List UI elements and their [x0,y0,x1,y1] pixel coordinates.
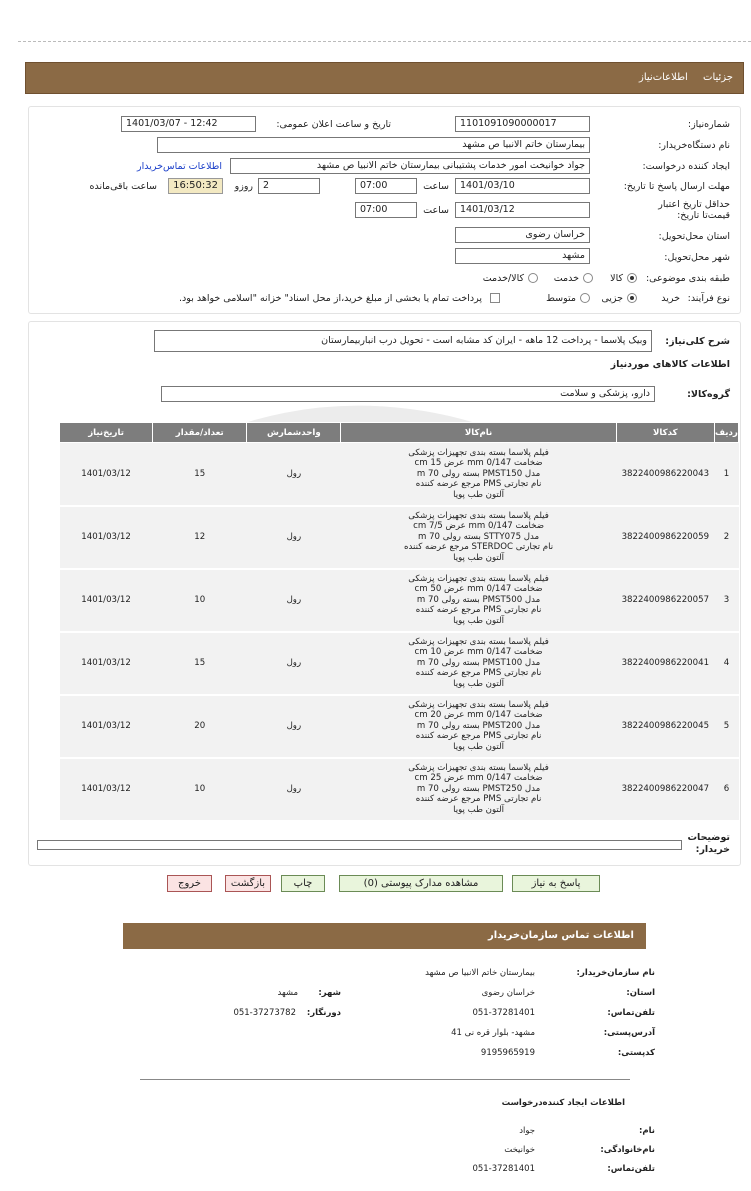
col-date: تاریخ‌نیاز [60,423,153,443]
city-field: مشهد [455,248,590,264]
item-name-line: مدل STTY075 بسته رولی 70 m [417,531,540,542]
province-label: استان محل‌تحویل: [658,231,730,242]
item-name-line: ضخامت 0/147 mm عرض 7/5 cm [413,521,545,532]
item-name-line: آلتون طب پویا [453,804,505,815]
reply-time-field: 07:00 [355,178,417,194]
table-row [60,632,739,695]
unit-cell: رول [247,569,341,632]
quantity-cell: 10 [153,758,247,821]
item-name-line: فیلم پلاسما بسته بندی تجهیزات پزشکی [408,447,549,458]
table-row [60,443,739,506]
creator-last-name-label: نام‌خانوادگی: [600,1145,655,1155]
reply-button[interactable]: پاسخ به نیاز [512,875,600,892]
item-name-line: نام تجارتی PMS مرجع عرضه کننده [415,605,542,616]
item-name-line: فیلم پلاسما بسته بندی تجهیزات پزشکی [408,636,549,647]
item-name-cell [341,758,616,821]
category-service-label: خدمت [553,273,579,284]
col-name: نام‌کالا [341,423,616,443]
contact-phone-label: تلفن‌تماس: [607,1008,655,1018]
item-name-line: مدل PMST500 بسته رولی 70 m [416,594,541,605]
items-panel [28,321,741,866]
contact-postal-value: 9195965919 [480,1048,535,1058]
col-code: کدکالا [616,423,714,443]
breadcrumb-need-info[interactable]: اطلاعات‌نیاز [639,72,688,83]
unit-cell: رول [247,632,341,695]
remaining-time-badge: 16:50:32 [168,178,223,194]
item-name-line: فیلم پلاسما بسته بندی تجهیزات پزشکی [408,510,549,521]
row-number-cell: 6 [714,758,738,821]
item-code-cell: 3822400986220057 [616,569,714,632]
item-name-line: مدل PMST100 بسته رولی 70 m [416,657,541,668]
treasury-payment-checkbox[interactable] [490,293,500,303]
unit-cell: رول [247,695,341,758]
item-name-line: نام تجارتی PMS مرجع عرضه کننده [415,668,542,679]
page-header-bar [25,62,744,94]
buyer-contact-link[interactable]: اطلاعات تماس‌خریدار [137,161,222,172]
contact-province-value: خراسان رضوی [481,988,535,998]
need-date-cell: 1401/03/12 [60,506,153,569]
item-name-line: نام تجارتی STERDOC مرجع عرضه کننده [404,542,554,553]
item-name-cell [341,506,616,569]
item-name-line: آلتون طب پویا [453,552,505,563]
item-name-line: نام تجارتی PMS مرجع عرضه کننده [415,479,542,489]
process-minor-radio[interactable] [627,293,637,303]
process-label: نوع فرآیند: [687,293,730,304]
row-number-cell: 3 [714,569,738,632]
item-name-cell [341,632,616,695]
item-name-line: مدل PMST200 بسته رولی 70 m [416,720,541,731]
contact-address-label: آدرس‌پستی: [603,1028,655,1038]
buyer-notes-field [37,840,682,850]
unit-cell: رول [247,443,341,506]
process-medium-label: متوسط [546,293,576,304]
announce-label: تاریخ و ساعت اعلان عمومی: [276,119,391,130]
table-row [60,695,739,758]
item-code-cell: 3822400986220043 [616,443,714,506]
row-number-cell: 2 [714,506,738,569]
buyer-label: نام دستگاه‌خریدار: [658,140,730,151]
province-field: خراسان رضوی [455,227,590,243]
category-label: طبقه بندی موضوعی: [645,273,730,284]
category-goods-label: کالا [610,273,623,284]
contact-address-value: مشهد- بلوار قره نی 41 [451,1028,535,1038]
creator-label: ایجاد کننده درخواست: [642,161,730,172]
breadcrumb [627,72,733,83]
process-minor-label: جزیی [601,293,623,304]
item-name-cell [341,443,616,506]
unit-cell: رول [247,758,341,821]
process-buy-label: خرید [661,293,680,304]
creator-field: جواد خوانیخت امور خدمات پشتیبانی بیمارستان خاتم الانبیا ص مشهد [230,158,590,174]
creator-phone-value: 051-37281401 [472,1164,535,1174]
table-row [60,758,739,821]
contact-divider [140,1079,630,1080]
row-number-cell: 5 [714,695,738,758]
goods-info-heading: اطلاعات کالاهای موردنیاز [610,359,730,370]
item-name-cell [341,695,616,758]
org-name-label: نام سازمان‌خریدار: [576,968,655,978]
col-unit: واحدشمارش [247,423,341,443]
buyer-notes-label: توضیحات خریدار: [687,832,730,855]
contact-province-label: استان: [626,988,655,998]
top-divider [18,41,751,42]
need-date-cell: 1401/03/12 [60,758,153,821]
category-goods-radio[interactable] [627,273,637,283]
validity-time-field: 07:00 [355,202,417,218]
need-number-label: شماره‌نیاز: [687,119,730,130]
need-date-cell: 1401/03/12 [60,695,153,758]
reply-time-label: ساعت [423,181,449,192]
goods-group-label: گروه‌کالا: [687,389,730,400]
buyer-field: بیمارستان خاتم الانبیا ص مشهد [157,137,590,153]
item-name-line: ضخامت 0/147 mm عرض 20 cm [414,710,543,721]
item-name-line: ضخامت 0/147 mm عرض 10 cm [414,647,543,658]
city-label: شهر محل‌تحویل: [664,252,730,263]
creator-first-name-value: جواد [519,1126,535,1136]
goods-table [59,422,739,822]
contact-section-title: اطلاعات تماس سازمان‌خریدار [123,923,646,949]
item-code-cell: 3822400986220047 [616,758,714,821]
item-code-cell: 3822400986220041 [616,632,714,695]
reply-deadline-label: مهلت ارسال پاسخ تا تاریخ: [623,181,730,192]
quantity-cell: 10 [153,569,247,632]
creator-section-title: اطلاعات ایجاد کننده‌درخواست [501,1098,625,1108]
goods-table-header [60,423,739,443]
row-number-cell: 1 [714,443,738,506]
item-name-cell [341,569,616,632]
item-name-line: مدل PMST150 بسته رولی 70 m [416,468,541,479]
need-number-field: 1101091090000017 [455,116,590,132]
item-name-line: فیلم پلاسما بسته بندی تجهیزات پزشکی [408,699,549,710]
item-name-line: نام تجارتی PMS مرجع عرضه کننده [415,731,542,742]
attachments-button[interactable]: مشاهده مدارک پیوستی (0) [339,875,503,892]
table-row [60,569,739,632]
item-name-line: ضخامت 0/147 mm عرض 15 cm [414,458,543,468]
category-service-radio[interactable] [583,273,593,283]
category-both-radio[interactable] [528,273,538,283]
breadcrumb-details[interactable]: جزئیات [703,72,733,83]
item-name-line: نام تجارتی PMS مرجع عرضه کننده [415,794,542,805]
col-row: ردیف [714,423,738,443]
exit-button[interactable]: خروج [167,875,212,892]
item-name-line: مدل PMST250 بسته رولی 70 m [416,783,541,794]
need-date-cell: 1401/03/12 [60,443,153,506]
goods-group-field: دارو، پزشکی و سلامت [161,386,655,402]
item-name-line: آلتون طب پویا [453,489,505,500]
announce-field: 1401/03/07 - 12:42 [121,116,256,132]
quantity-cell: 20 [153,695,247,758]
quantity-cell: 15 [153,443,247,506]
item-name-line: آلتون طب پویا [453,615,505,626]
contact-fax-label: دورنگار: [306,1008,341,1018]
unit-cell: رول [247,506,341,569]
validity-time-label: ساعت [423,205,449,216]
need-date-cell: 1401/03/12 [60,569,153,632]
item-code-cell: 3822400986220045 [616,695,714,758]
contact-postal-label: کدپستی: [617,1048,655,1058]
back-button[interactable]: بازگشت [225,875,271,892]
item-name-line: ضخامت 0/147 mm عرض 50 cm [414,584,543,595]
days-label: روزو [234,181,253,192]
general-desc-field: وبیک پلاسما - پرداخت 12 ماهه - ایران کد مشابه است - تحویل درب انباربیمارستان [154,330,652,352]
contact-city-value: مشهد [277,988,298,998]
col-qty: تعداد/مقدار [153,423,247,443]
need-date-cell: 1401/03/12 [60,632,153,695]
item-name-line: فیلم پلاسما بسته بندی تجهیزات پزشکی [408,762,549,773]
creator-first-name-label: نام: [638,1126,655,1136]
item-name-line: آلتون طب پویا [453,678,505,689]
creator-last-name-value: خوانیخت [504,1145,535,1155]
quantity-cell: 15 [153,632,247,695]
reply-date-field: 1401/03/10 [455,178,590,194]
process-medium-radio[interactable] [580,293,590,303]
item-code-cell: 3822400986220059 [616,506,714,569]
contact-phone-value: 051-37281401 [472,1008,535,1018]
need-info-panel [28,106,741,314]
item-name-line: آلتون طب پویا [453,741,505,752]
item-name-line: فیلم پلاسما بسته بندی تجهیزات پزشکی [408,573,549,584]
contact-city-label: شهر: [318,988,341,998]
general-desc-label: شرح کلی‌نیاز: [665,336,730,347]
validity-date-field: 1401/03/12 [455,202,590,218]
row-number-cell: 4 [714,632,738,695]
remaining-label: ساعت باقی‌مانده [89,181,157,192]
days-field: 2 [258,178,320,194]
table-row [60,506,739,569]
print-button[interactable]: چاپ [281,875,325,892]
item-name-line: ضخامت 0/147 mm عرض 25 cm [414,773,543,784]
treasury-payment-note: پرداخت تمام یا بخشی از مبلغ خرید،از محل اسناد" خزانه "اسلامی خواهد بود. [179,293,482,304]
org-name-value: بیمارستان خاتم الانبیا ص مشهد [425,968,535,978]
quantity-cell: 12 [153,506,247,569]
validity-label: حداقل تاریخ اعتبار قیمت‌تا تاریخ: [658,199,730,221]
contact-fax-value: 051-37273782 [233,1008,296,1018]
creator-phone-label: تلفن‌تماس: [607,1164,655,1174]
category-both-label: کالا/خدمت [482,273,524,284]
